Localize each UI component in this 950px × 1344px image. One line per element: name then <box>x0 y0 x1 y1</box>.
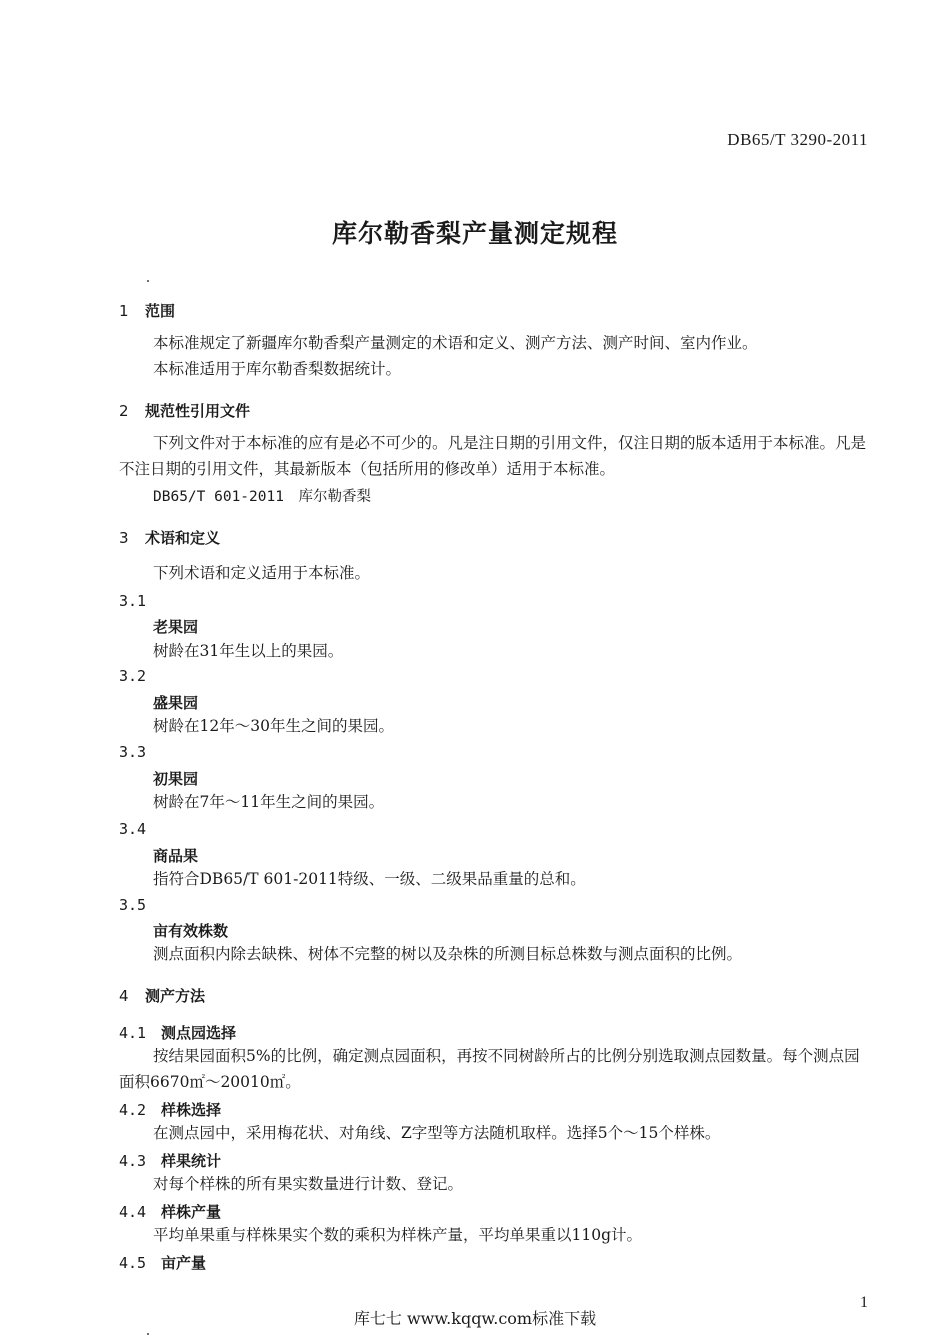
term-number: 3.5 <box>119 896 147 914</box>
normative-reference: DB65/T 601-2011 库尔勒香梨 <box>153 489 371 505</box>
term-number: 3.2 <box>119 667 147 685</box>
section-title: 规范性引用文件 <box>145 402 251 420</box>
term-definition: 指符合DB65/T 601-2011特级、一级、二级果品重量的总和。 <box>153 870 586 888</box>
term-name: 初果园 <box>153 770 199 788</box>
term-definition: 树龄在7年～11年生之间的果园。 <box>153 793 385 811</box>
footer-watermark: 库七七 www.kqqw.com标准下载 <box>353 1309 597 1328</box>
paragraph: 在测点园中，采用梅花状、对角线、Z字型等方法随机取样。选择5个～15个样株。 <box>153 1124 721 1142</box>
section-title: 术语和定义 <box>145 529 221 547</box>
term-number: 3.1 <box>119 592 147 610</box>
page-number: 1 <box>860 1294 868 1311</box>
term-name: 商品果 <box>153 847 199 865</box>
paragraph: 下列术语和定义适用于本标准。 <box>153 564 371 582</box>
subsection-number: 4.2 <box>119 1101 147 1119</box>
section-1-heading <box>119 300 175 321</box>
subsection-heading <box>119 1022 236 1043</box>
paragraph: 下列文件对于本标准的应有是必不可少的。凡是注日期的引用文件，仅注日期的版本适用于本标准。凡是不注日期的引用文件，其最新版本（包括所用的修改单）适用于本标准。 <box>119 434 867 478</box>
term-number: 3.3 <box>119 743 147 761</box>
scan-speck <box>147 280 149 282</box>
section-3-heading <box>119 527 220 548</box>
section-4-heading <box>119 985 205 1006</box>
subsection-title: 样果统计 <box>161 1152 222 1170</box>
section-2-heading <box>119 400 250 421</box>
subsection-title: 样株选择 <box>161 1101 222 1119</box>
subsection-heading <box>119 1252 206 1273</box>
section-title: 范围 <box>145 302 176 320</box>
term-definition: 树龄在31年生以上的果园。 <box>153 642 344 660</box>
subsection-heading <box>119 1201 221 1222</box>
paragraph: 本标准规定了新疆库尔勒香梨产量测定的术语和定义、测产方法、测产时间、室内作业。 <box>153 334 758 352</box>
term-definition: 测点面积内除去缺株、树体不完整的树以及杂株的所测目标总株数与测点面积的比例。 <box>153 945 743 963</box>
subsection-number: 4.3 <box>119 1152 147 1170</box>
section-number: 1 <box>119 302 129 320</box>
term-name: 老果园 <box>153 618 199 636</box>
paragraph: 平均单果重与样株果实个数的乘积为样株产量，平均单果重以110g计。 <box>153 1226 643 1244</box>
term-name: 盛果园 <box>153 694 199 712</box>
subsection-number: 4.1 <box>119 1024 147 1042</box>
scan-speck <box>147 1333 149 1335</box>
term-name: 亩有效株数 <box>153 922 229 940</box>
section-number: 4 <box>119 987 129 1005</box>
subsection-title: 亩产量 <box>161 1254 207 1272</box>
subsection-title: 测点园选择 <box>161 1024 237 1042</box>
subsection-title: 样株产量 <box>161 1203 222 1221</box>
section-number: 2 <box>119 402 129 420</box>
section-title: 测产方法 <box>145 987 206 1005</box>
standard-code: DB65/T 3290-2011 <box>727 130 868 149</box>
document-title: 库尔勒香梨产量测定规程 <box>331 219 618 248</box>
term-number: 3.4 <box>119 820 147 838</box>
paragraph: 本标准适用于库尔勒香梨数据统计。 <box>153 360 402 378</box>
section-number: 3 <box>119 529 129 547</box>
subsection-heading <box>119 1099 221 1120</box>
paragraph: 按结果园面积5%的比例，确定测点园面积，再按不同树龄所占的比例分别选取测点园数量。每个测点园面积6670㎡～20010㎡。 <box>119 1047 860 1091</box>
subsection-heading <box>119 1150 221 1171</box>
paragraph: 对每个样株的所有果实数量进行计数、登记。 <box>153 1175 464 1193</box>
term-definition: 树龄在12年～30年生之间的果园。 <box>153 717 394 735</box>
subsection-number: 4.5 <box>119 1254 147 1272</box>
subsection-number: 4.4 <box>119 1203 147 1221</box>
